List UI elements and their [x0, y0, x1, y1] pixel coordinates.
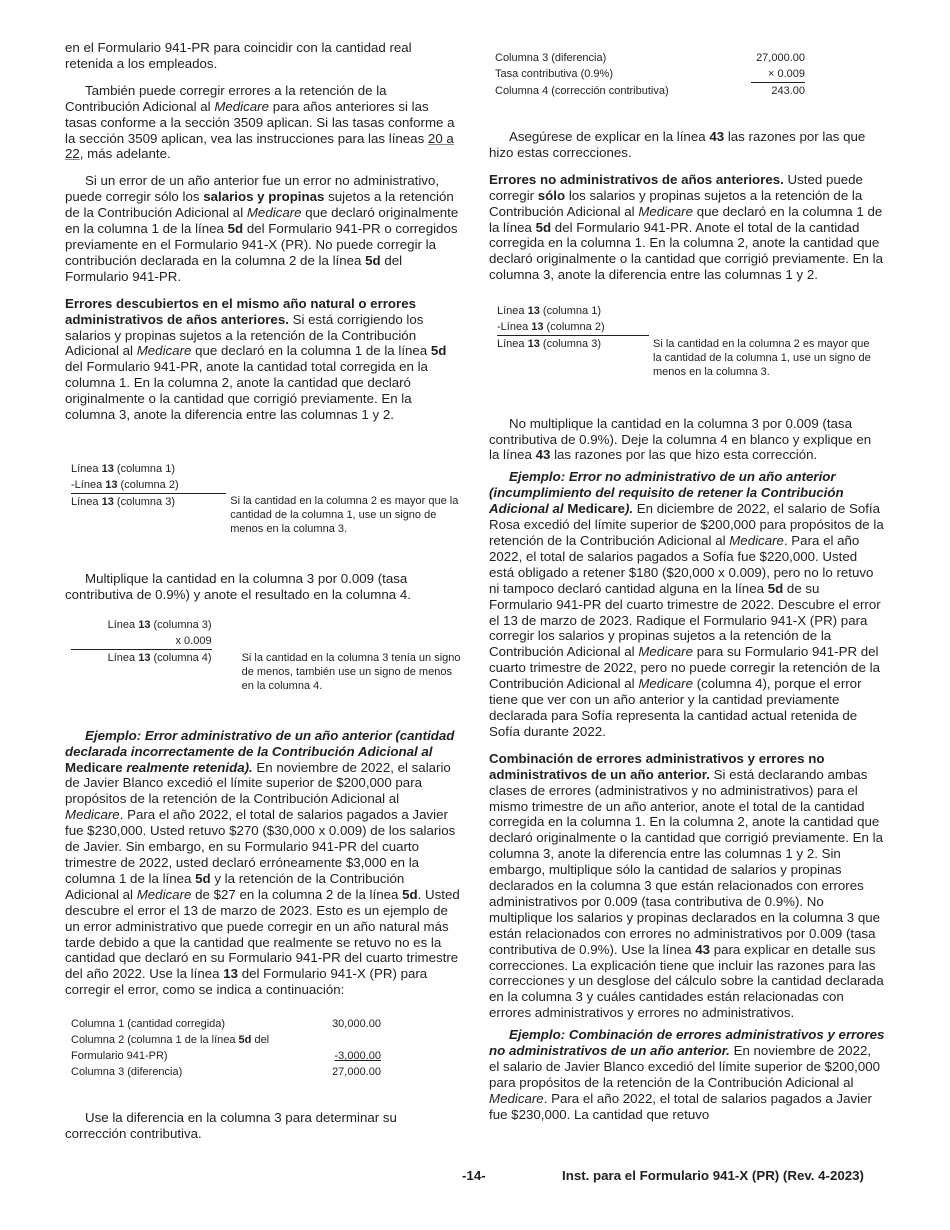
paragraph: Errores no administrativos de años anteriores. Usted puede corregir sólo los salarios y propinas sujetos a la retención de la Contribución Adicional al Medicare que declaró en la columna 1 de la línea 5d del Formulario 941-PR. Anote el total de la cantidad corregida en la columna 1. En la columna 2, anote la cantidad que declaró originalmente o la cantidad que corrigió previamente. En la columna 3, anote la diferencia entre las columnas 1 y 2.	[489, 171, 883, 283]
paragraph: Combinación de errores administrativos y errores no administrativos de un año anterior. Si está declarando ambas clases de errores (administrativos y no administrativos) para el mismo trimestre de un año anterior, anote el total de la cantidad corregida en la columna 1. En la columna 2, anote la cantidad que declaró originalmente o la cantidad que corrigió previamente. En la columna 3, anote la diferencia entre las columnas 1 y 2. Sin embargo, multiplique sólo la cantidad de salarios y propinas declarados en la columna 3 que están relacionados con errores administrativos por 0.009 (tasa contributiva de 0.9%). No multiplique los salarios y propinas declarados en la columna 3 que están relacionados con errores no administrativos por 0.009 (tasa contributiva de 0.9%). Use la línea 43 para explicar en detalle sus correcciones. La explicación tiene que incluir las razones para las correcciones y un desglose del cálculo sobre la cantidad declarada en la columna 3 y cuáles cantidades están relacionadas con errores administrativos y errores no administrativos.	[489, 750, 884, 1021]
left-column	[65, 40, 461, 1153]
paragraph: Si un error de un año anterior fue un error no administrativo, puede corregir sólo los salarios y propinas sujetos a la retención de la Contribución Adicional al Medicare que declaró originalmente en la columna 1 de la línea 5d del Formulario 941-PR o corregidos previamente en el Formulario 941-X (PR). No puede corregir la contribución declarada en la columna 2 de la línea 5d del Formulario 941-PR.	[65, 173, 459, 284]
paragraph: Ejemplo: Error administrativo de un año anterior (cantidad declarada incorrectamente de la Contribución Adicional al Medicare realmente retenida). En noviembre de 2022, el salario de Javier Blanco excedió el límite superior de $200,000 para propósitos de la retención de la Contribución Adicional al Medicare. Para el año 2022, el total de salarios pagados a Javier fue $230,000. Usted retuvo $270 ($30,000 x 0.009) de los salarios de Javier. Sin embargo, en su Formulario 941-PR del cuarto trimestre de 2022, usted declaró erróneamente $3,000 en la columna 1 de la línea 5d y la retención de la Contribución Adicional al Medicare de $27 en la columna 2 de la línea 5d. Usted descubre el error el 13 de marzo de 2023. Esto es un ejemplo de un error administrativo que puede corregir en un año natural más tarde debido a que la cantidad que realmente se retuvo no es la cantidad que declaró en su Formulario 941-PR del cuarto trimestre del año 2022. Use la línea 13 del Formulario 941-X (PR) para corregir el error, como se indica a continuación:	[65, 727, 460, 998]
paragraph: También puede corregir errores a la retención de la Contribución Adicional al Medicare para años anteriores si las tasas conforme a la sección 3509 aplican. Si las tasas conforme a la sección 3509 aplican, vea las instrucciones para las líneas 20 a 22, más adelante.	[65, 82, 455, 162]
lines-20-22-link[interactable]: 20 a 22	[65, 130, 454, 162]
page-number: -14-	[462, 1168, 486, 1183]
paragraph: en el Formulario 941-PR para coincidir con la cantidad real retenida a los empleados.	[65, 40, 412, 71]
table-note: Si la cantidad en la columna 2 es mayor que la cantidad de la columna 1, use un signo de menos en la columna 3.	[653, 337, 871, 378]
paragraph: Asegúrese de explicar en la línea 43 las razones por las que hizo estas correcciones.	[489, 129, 866, 160]
paragraph: No multiplique la cantidad en la columna 3 por 0.009 (tasa contributiva de 0.9%). Deje la columna 4 en blanco y explique en la línea 43 las razones por las que hizo esta corrección.	[489, 415, 872, 463]
paragraph: Ejemplo: Error no administrativo de un año anterior (incumplimiento del requisito de retener la Contribución Adicional al Medicare). En diciembre de 2022, el salario de Sofía Rosa excedió del límite superior de $200,000 para propósitos de la retención de la Contribución Adicional al Medicare. Para el año 2022, el total de salarios pagados a Sofía fue $220,000. Usted está obligado a retener $180 ($20,000 x 0.009), pero no lo retuvo ni tampoco declaró cantidad alguna en la línea 5d de su Formulario 941-PR del cuarto trimestre de 2022. Descubre el error el 13 de marzo de 2023. Radique el Formulario 941-X (PR) para corregir los salarios y propinas sujetos a la retención de la Contribución Adicional al Medicare para su Formulario 941-PR del cuarto trimestre de 2022, pero no puede corregir la retención de la Contribución Adicional al Medicare (columna 4), porque el error tiene que ver con un año anterior y la cantidad previamente declarada para Sofía representa la cantidad actual retenida de Sofía durante 2022.	[489, 469, 884, 739]
paragraph: Errores descubiertos en el mismo año natural o errores administrativos de años anteriores. Si está corrigiendo los salarios y propinas sujetos a la retención de la Contribución Adicional al Medicare que declaró en la columna 1 de la línea 5d del Formulario 941-PR, anote la cantidad total corregida en la columna 1. En la columna 2, anote la cantidad que declaró originalmente o la cantidad que corrigió previamente. En la columna 3, anote la diferencia entre las columnas 1 y 2.	[65, 295, 447, 423]
calc-table-2: Línea 13 (columna 3) x 0.009 Línea 13 (columna 4) Si la cantidad en la columna 3 tenía un signo de menos, también use un signo de menos en la columna 4.	[71, 617, 461, 694]
footer-title: Inst. para el Formulario 941-X (PR) (Rev. 4-2023)	[562, 1168, 864, 1183]
paragraph: Use la diferencia en la columna 3 para determinar su corrección contributiva.	[65, 1110, 397, 1142]
table-note: Si la cantidad en la columna 2 es mayor que la cantidad de la columna 1, use un signo de menos en la columna 3.	[230, 495, 459, 536]
paragraph: Multiplique la cantidad en la columna 3 por 0.009 (tasa contributiva de 0.9%) y anote el resultado en la columna 4.	[65, 571, 411, 603]
right-column	[489, 40, 885, 1134]
calc-table-5: Línea 13 (columna 1) -Línea 13 (columna 2) Línea 13 (columna 3) Si la cantidad en la columna 2 es mayor que la cantidad de la columna 1, use un signo de menos en la columna 3.	[497, 303, 879, 380]
calc-table-1: Línea 13 (columna 1) -Línea 13 (columna 2) Línea 13 (columna 3) Si la cantidad en la columna 2 es mayor que la cantidad de la columna 1, use un signo de menos en la columna 3.	[71, 461, 461, 538]
paragraph: Ejemplo: Combinación de errores administrativos y errores no administrativos de un año anterior. En noviembre de 2022, el salario de Javier Blanco excedió del límite superior de $200,000 para propósitos de la retención de la Contribución Adicional al Medicare. Para el año 2022, el total de salarios pagados a Javier fue $230,000. La cantidad que retuvo	[489, 1027, 885, 1122]
table-note: Si la cantidad en la columna 3 tenía un signo de menos, también use un signo de menos en la columna 4.	[241, 651, 461, 692]
calc-table-4: Columna 3 (diferencia) 27,000.00 Tasa contributiva (0.9%) × 0.009 Columna 4 (corrección contributiva) 243.00	[495, 52, 805, 97]
calc-table-3: Columna 1 (cantidad corregida) 30,000.00 Columna 2 (columna 1 de la línea 5d del Formulario 941-PR) -3,000.00 Columna 3 (diferencia) 27,000.00	[71, 1018, 381, 1079]
